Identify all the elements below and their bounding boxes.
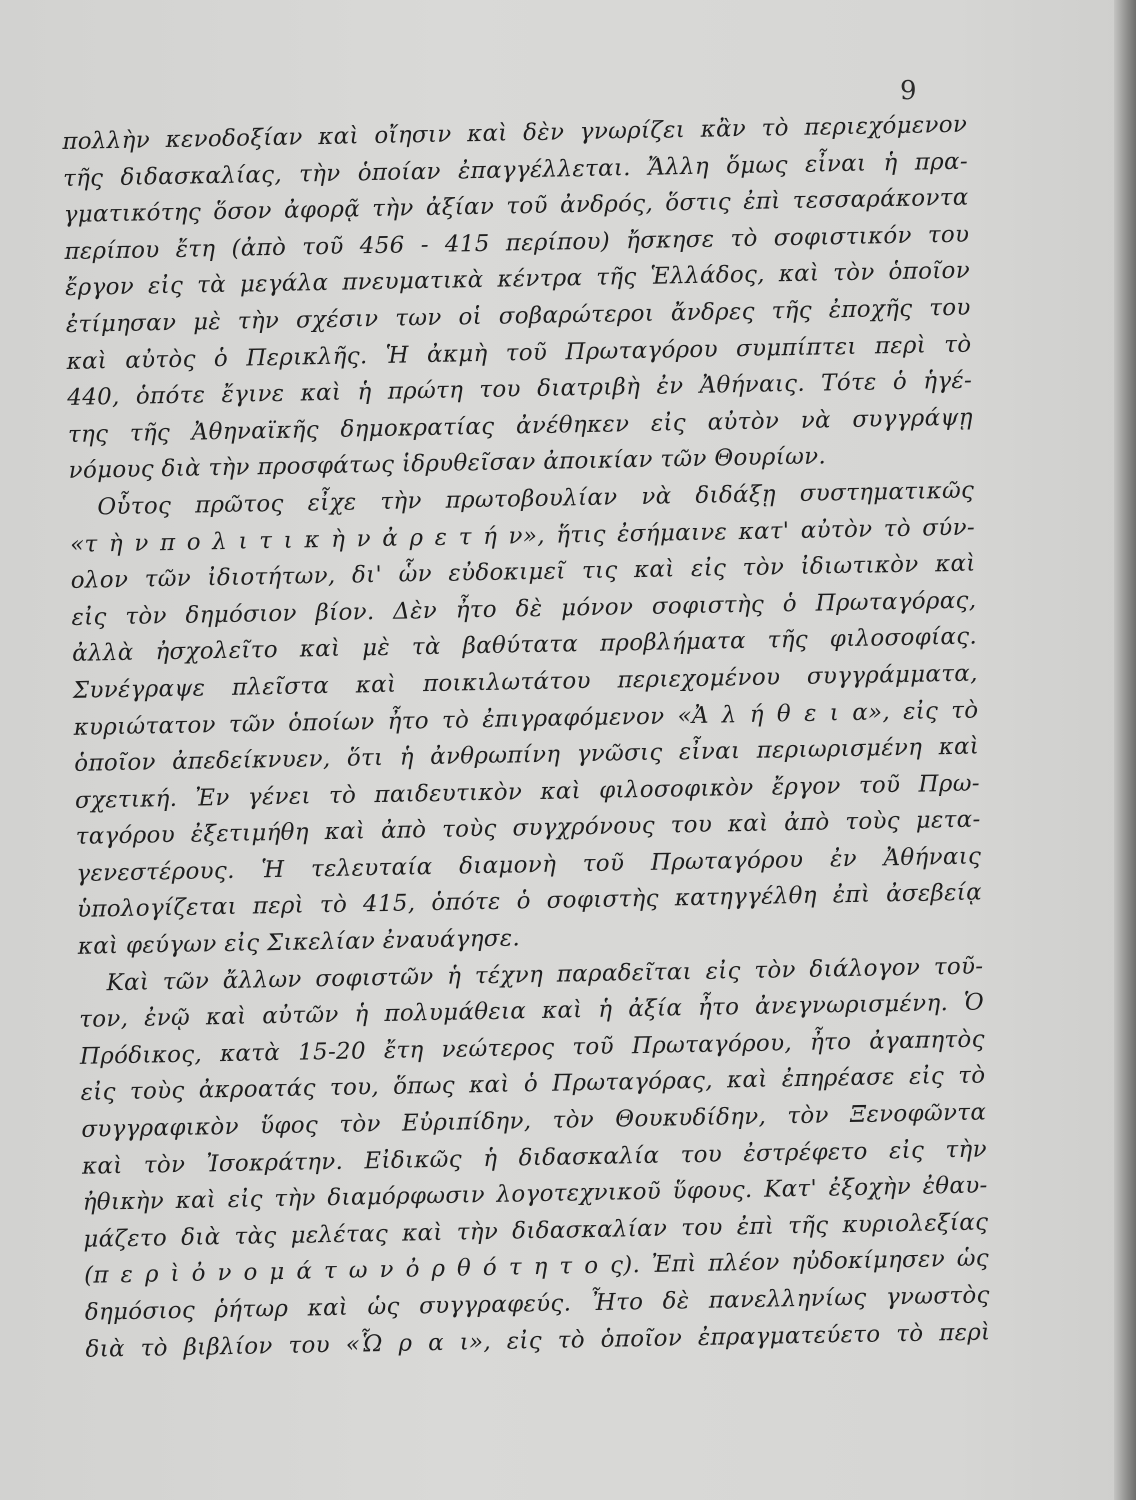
text-line: Οὗτος πρῶτος εἶχε τὴν πρωτοβουλίαν νὰ διδάξῃ συστηματικῶς	[97, 477, 975, 521]
text-line: ἠθικὴν καὶ εἰς τὴν διαμόρφωσιν λογοτεχνικοῦ ὕφους. Κατ' ἐξοχὴν ἐθαυ-	[82, 1172, 988, 1217]
text-line: ὑπολογίζεται περὶ τὸ 415, ὁπότε ὁ σοφιστὴς κατηγγέλθη ἐπὶ ἀσεβείᾳ	[76, 879, 983, 924]
text-line: (π ε ρ ὶ ὀ ν ο μ ά τ ω ν ὀ ρ θ ό τ η τ ο ς). Ἐπὶ πλέον ηὐδοκίμησεν ὡς	[83, 1245, 990, 1290]
text-line: Καὶ τῶν ἄλλων σοφιστῶν ἡ τέχνη παραδεῖται εἰς τὸν διάλογον τοῦ-	[106, 953, 984, 996]
text-line: Πρόδικος, κατὰ 15-20 ἔτη νεώτερος τοῦ Πρωταγόρου, ἦτο ἀγαπητὸς	[79, 1026, 985, 1070]
text-line: τον, ἐνῷ καὶ αὐτῶν ἡ πολυμάθεια καὶ ἡ ἀξία ἦτο ἀνεγνωρισμένη. Ὁ	[78, 989, 985, 1034]
text-line: Συνέγραψε πλεῖστα καὶ ποικιλωτάτου περιεχομένου συγγράμματα,	[72, 660, 978, 704]
text-line: νόμους διὰ τὴν προσφάτως ἱδρυθεῖσαν ἀποικίαν τῶν Θουρίων.	[68, 443, 827, 485]
text-line: καὶ τὸν Ἰσοκράτην. Εἰδικῶς ἡ διδασκαλία του ἐστρέφετο εἰς τὴν	[81, 1136, 988, 1180]
page-number: 9	[900, 76, 917, 106]
text-line: διὰ τὸ βιβλίον του «Ὧ ρ α ι», εἰς τὸ ὁποῖον ἐπραγματεύετο τὸ περὶ	[85, 1318, 991, 1363]
text-line: ταγόρου ἐξετιμήθη καὶ ἀπὸ τοὺς συγχρόνους του καὶ ἀπὸ τοὺς μετα-	[75, 806, 981, 851]
text-line: «τ ὴ ν π ο λ ι τ ι κ ὴ ν ἀ ρ ε τ ή ν», ἥτις ἐσήμαινε κατ' αὐτὸν τὸ σύν-	[69, 514, 976, 558]
text-line: εἰς τὸν δημόσιον βίον. Δὲν ἦτο δὲ μόνον σοφιστὴς ὁ Πρωταγόρας,	[71, 587, 977, 631]
text-line: ὁποῖον ἀπεδείκνυεν, ὅτι ἡ ἀνθρωπίνη γνῶσις εἶναι περιωρισμένη καὶ	[74, 733, 980, 777]
text-line: εἰς τοὺς ἀκροατάς του, ὅπως καὶ ὁ Πρωταγόρας, καὶ ἐπηρέασε εἰς τὸ	[80, 1062, 986, 1107]
text-line: γενεστέρους. Ἡ τελευταία διαμονὴ τοῦ Πρωταγόρου ἐν Ἀθήναις	[76, 843, 982, 887]
text-line: γματικότης ὅσον ἀφορᾷ τὴν ἀξίαν τοῦ ἀνδρός, ὅστις ἐπὶ τεσσαράκοντα	[63, 184, 969, 229]
text-line: μάζετο διὰ τὰς μελέτας καὶ τὴν διδασκαλίαν του ἐπὶ τῆς κυριολεξίας	[83, 1209, 989, 1253]
text-line: ἔργον εἰς τὰ μεγάλα πνευματικὰ κέντρα τῆς Ἑλλάδος, καὶ τὸν ὁποῖον	[64, 257, 971, 302]
page-edge-shadow	[1114, 0, 1136, 1500]
text-line: πολλὴν κενοδοξίαν καὶ οἴησιν καὶ δὲν γνωρίζει κἂν τὸ περιεχόμενον	[62, 111, 968, 155]
text-line: κυριώτατον τῶν ὁποίων ἦτο τὸ ἐπιγραφόμενον «Ἀ λ ή θ ε ι α», εἰς τὸ	[73, 697, 979, 741]
text-line: συγγραφικὸν ὕφος τὸν Εὐριπίδην, τὸν Θουκυδίδην, τὸν Ξενοφῶντα	[81, 1099, 987, 1143]
text-line: καὶ αὐτὸς ὁ Περικλῆς. Ἡ ἀκμὴ τοῦ Πρωταγόρου συμπίπτει περὶ τὸ	[66, 331, 972, 375]
text-line: 440, ὁπότε ἔγινε καὶ ἡ πρώτη του διατριβὴ ἐν Ἀθήναις. Τότε ὁ ἡγέ-	[67, 367, 973, 412]
body-text	[62, 107, 991, 1368]
text-line: περίπου ἔτη (ἀπὸ τοῦ 456 - 415 περίπου) ἤσκησε τὸ σοφιστικόν του	[64, 221, 970, 265]
text-line: καὶ φεύγων εἰς Σικελίαν ἐναυάγησε.	[77, 925, 521, 960]
text-line: τῆς διδασκαλίας, τὴν ὁποίαν ἐπαγγέλλεται. Ἄλλη ὅμως εἶναι ἡ πρα-	[62, 148, 969, 192]
text-line: ἐτίμησαν μὲ τὴν σχέσιν των οἱ σοβαρώτεροι ἄνδρες τῆς ἐποχῆς του	[65, 294, 971, 338]
text-line: της τῆς Ἀθηναϊκῆς δημοκρατίας ἀνέθηκεν εἰς αὐτὸν νὰ συγγράψῃ	[67, 404, 974, 448]
text-line: ολον τῶν ἰδιοτήτων, δι' ὧν εὐδοκιμεῖ τις καὶ εἰς τὸν ἰδιωτικὸν καὶ	[70, 550, 976, 595]
text-line: σχετική. Ἐν γένει τὸ παιδευτικὸν καὶ φιλοσοφικὸν ἔργον τοῦ Πρω-	[74, 770, 981, 814]
text-line: ἀλλὰ ἠσχολεῖτο καὶ μὲ τὰ βαθύτατα προβλήματα τῆς φιλοσοφίας.	[71, 623, 978, 668]
text-line: δημόσιος ῥήτωρ καὶ ὡς συγγραφεύς. Ἦτο δὲ πανελληνίως γνωστὸς	[84, 1282, 990, 1326]
